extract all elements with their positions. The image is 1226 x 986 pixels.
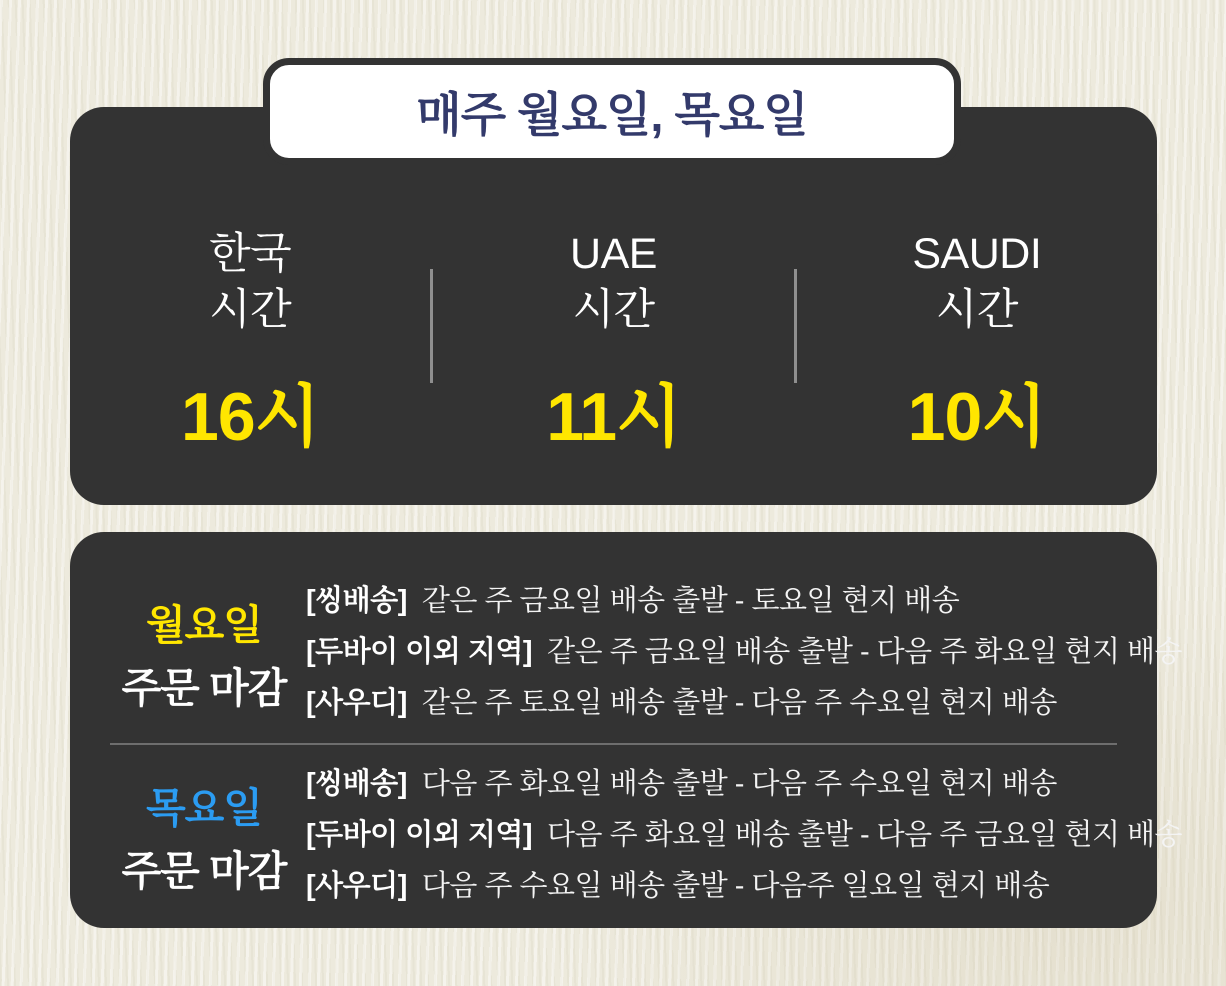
timezone-card (70, 107, 1157, 505)
region-name: SAUDI (912, 230, 1042, 278)
timezone-column-korea (70, 227, 430, 460)
weekly-schedule-banner (263, 58, 961, 165)
delivery-line (306, 861, 1117, 912)
delivery-line (306, 678, 1117, 729)
delivery-line (306, 810, 1183, 861)
region-tag: [두바이 이외 지역] (306, 819, 533, 851)
cutoff-time: 10시 (907, 378, 1046, 455)
time-word: 시간 (209, 285, 292, 334)
region-name: 한국 (209, 230, 292, 278)
delivery-text: 같은 주 금요일 배송 출발 - 다음 주 화요일 현지 배송 (547, 636, 1183, 668)
delivery-schedule-card (70, 532, 1183, 928)
cutoff-time: 16시 (181, 378, 320, 455)
time-word: 시간 (572, 285, 655, 334)
deadline-label: 주문 마감 (121, 847, 287, 894)
delivery-lines (298, 759, 1183, 912)
day-column (110, 592, 298, 714)
region-tag: [씽배송] (306, 585, 407, 617)
row-divider (110, 743, 1117, 745)
delivery-text: 다음 주 화요일 배송 출발 - 다음 주 금요일 현지 배송 (547, 819, 1183, 851)
timezone-column-saudi (797, 227, 1157, 460)
delivery-line (306, 576, 1117, 627)
timezone-columns (70, 227, 1157, 460)
region-tag: [씽배송] (306, 768, 407, 800)
region-tag: [사우디] (306, 687, 407, 719)
day-column (110, 775, 298, 897)
banner-title: 매주 월요일, 목요일 (416, 88, 808, 141)
delivery-line (306, 759, 1117, 810)
delivery-lines (298, 576, 1183, 729)
schedule-row-monday (110, 576, 1183, 729)
region-tag: [두바이 이외 지역] (306, 636, 533, 668)
day-name: 월요일 (146, 601, 262, 648)
delivery-text: 다음 주 화요일 배송 출발 - 다음 주 수요일 현지 배송 (421, 768, 1057, 800)
delivery-text: 다음 주 수요일 배송 출발 - 다음주 일요일 현지 배송 (421, 870, 1050, 902)
timezone-column-uae (433, 227, 793, 460)
day-name: 목요일 (146, 784, 262, 831)
delivery-text: 같은 주 금요일 배송 출발 - 토요일 현지 배송 (421, 585, 960, 617)
region-tag: [사우디] (306, 870, 407, 902)
delivery-text: 같은 주 토요일 배송 출발 - 다음 주 수요일 현지 배송 (421, 687, 1057, 719)
deadline-label: 주문 마감 (121, 664, 287, 711)
time-word: 시간 (935, 285, 1018, 334)
delivery-line (306, 627, 1183, 678)
cutoff-time: 11시 (546, 378, 681, 455)
region-name: UAE (570, 230, 657, 278)
schedule-row-thursday (110, 759, 1183, 912)
